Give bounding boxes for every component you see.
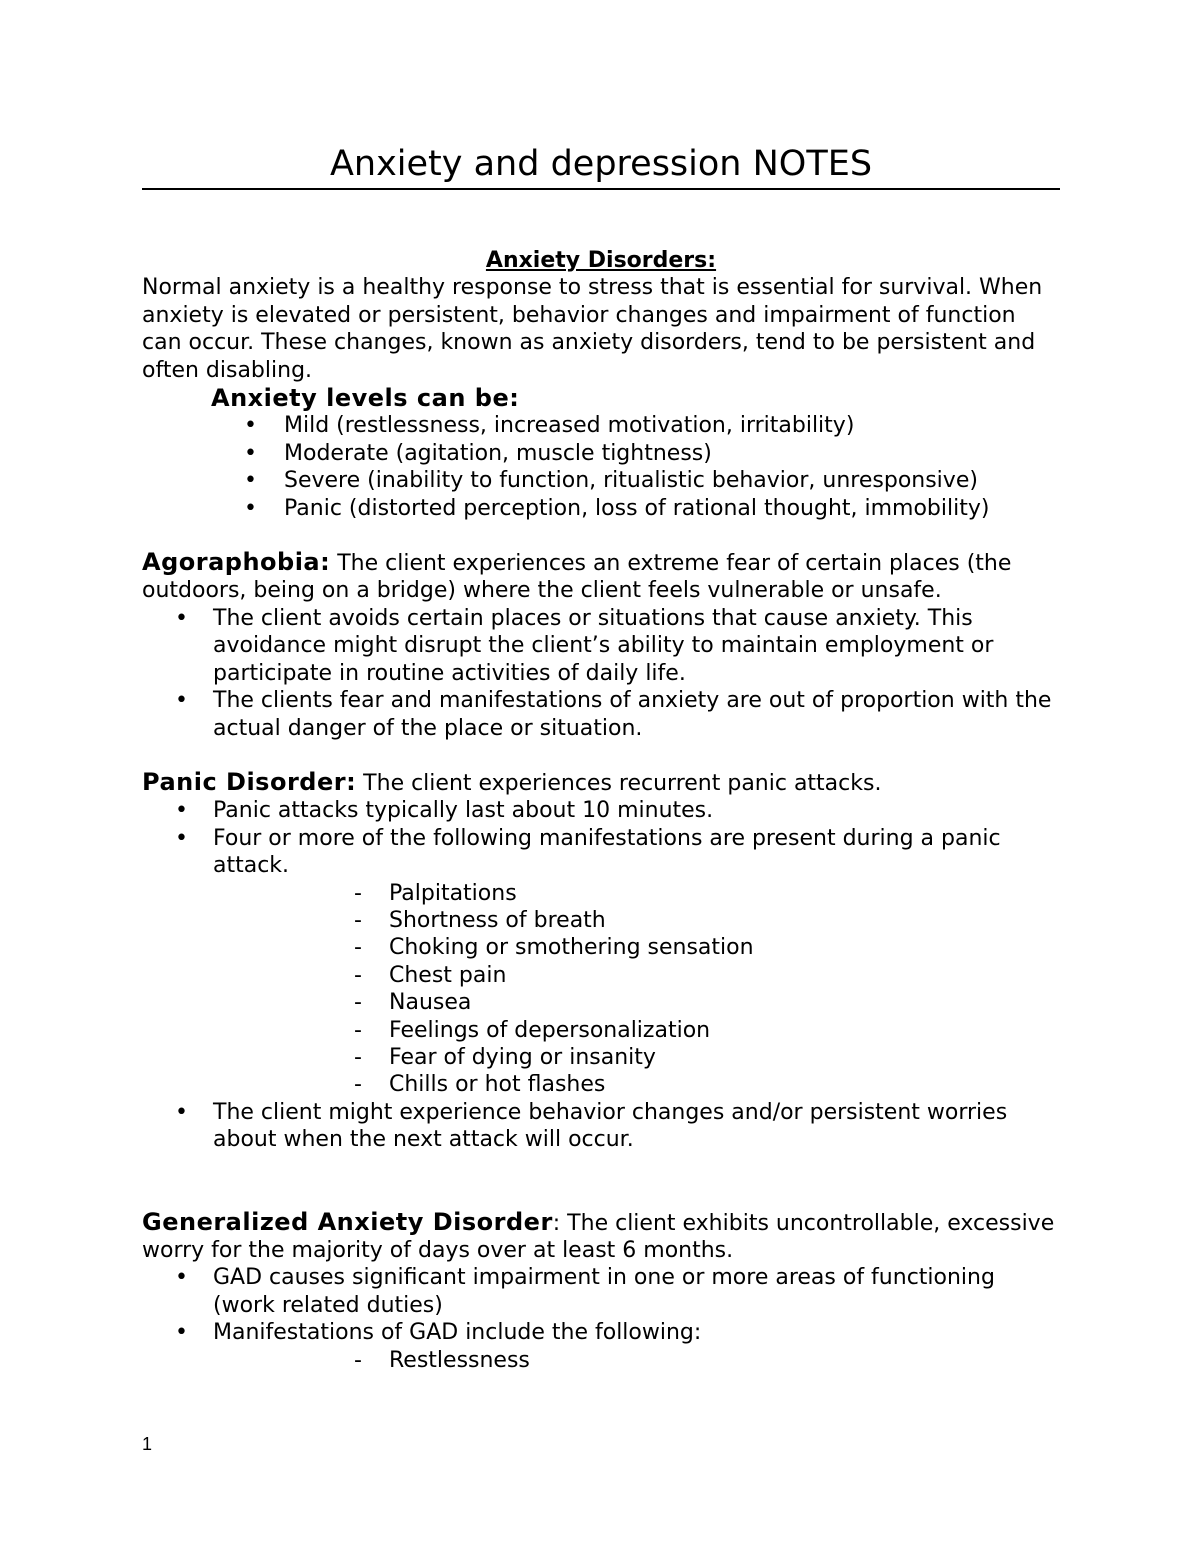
list-item: • Panic (distorted perception, loss of rational thought, immobility) <box>213 495 1060 522</box>
document-page <box>142 140 1060 1374</box>
list-item: - Nausea <box>142 989 1060 1016</box>
list-item: • Moderate (agitation, muscle tightness) <box>213 440 1060 467</box>
list-item: • Panic attacks typically last about 10 minutes. <box>142 797 1060 824</box>
list-item: - Restlessness <box>142 1347 1060 1374</box>
title-underline-rule <box>142 188 1060 190</box>
list-item: • The client might experience behavior changes and/or persistent worries about when the next attack will occur. <box>142 1099 1060 1154</box>
page-number: 1 <box>142 1434 153 1454</box>
agoraphobia-term: Agoraphobia: <box>142 548 331 577</box>
gad-definition: : The client exhibits uncontrollable, excessive worry for the majority of days over at least 6 months. <box>142 1210 1055 1263</box>
anxiety-levels-list <box>213 412 1060 522</box>
list-item: • The clients fear and manifestations of anxiety are out of proportion with the actual danger of the place or situation. <box>142 687 1060 742</box>
panic-disorder-paragraph <box>142 769 1060 797</box>
list-item: • Mild (restlessness, increased motivation, irritability) <box>213 412 1060 439</box>
anxiety-disorders-heading: Anxiety Disorders: <box>485 248 717 273</box>
agoraphobia-definition: The client experiences an extreme fear of certain places (the outdoors, being on a bridge) where the client feels vulnerable or unsafe. <box>142 551 1012 604</box>
list-item: - Feelings of depersonalization <box>142 1017 1060 1044</box>
list-item: - Palpitations <box>142 880 1060 907</box>
gad-paragraph <box>142 1209 1060 1265</box>
agoraphobia-list <box>142 605 1060 742</box>
panic-manifestations-list <box>142 880 1060 1099</box>
panic-disorder-term: Panic Disorder: <box>142 767 357 796</box>
list-item: - Chest pain <box>142 962 1060 989</box>
list-item: • GAD causes significant impairment in one or more areas of functioning (work related duties) <box>142 1264 1060 1319</box>
list-item: • The client avoids certain places or situations that cause anxiety. This avoidance might disrupt the client’s ability to maintain employment or participate in routine activities of daily life. <box>142 605 1060 687</box>
gad-list <box>142 1264 1060 1346</box>
anxiety-levels-heading: Anxiety levels can be: <box>211 384 520 413</box>
panic-disorder-list-continued <box>142 1099 1060 1154</box>
list-item: - Chills or hot flashes <box>142 1071 1060 1098</box>
list-item <box>142 825 1060 880</box>
document-title: Anxiety and depression NOTES <box>329 144 873 184</box>
panic-manifestations-intro: Four or more of the following manifestations are present during a panic attack. <box>213 825 1001 879</box>
panic-disorder-definition: The client experiences recurrent panic attacks. <box>356 770 882 796</box>
list-item: • Manifestations of GAD include the following: <box>142 1319 1060 1346</box>
list-item: - Shortness of breath <box>142 907 1060 934</box>
anxiety-disorders-intro: Normal anxiety is a healthy response to stress that is essential for survival. When anxiety is elevated or persistent, behavior changes and impairment of function can occur. These changes, known as anxiety disorders, tend to be persistent and often disabling. <box>142 275 1043 383</box>
list-item: • Severe (inability to function, ritualistic behavior, unresponsive) <box>213 467 1060 494</box>
list-item: - Choking or smothering sensation <box>142 934 1060 961</box>
panic-disorder-list <box>142 797 1060 879</box>
list-item: - Fear of dying or insanity <box>142 1044 1060 1071</box>
gad-manifestations-list <box>142 1347 1060 1374</box>
gad-term: Generalized Anxiety Disorder <box>142 1207 553 1236</box>
agoraphobia-paragraph <box>142 549 1060 605</box>
